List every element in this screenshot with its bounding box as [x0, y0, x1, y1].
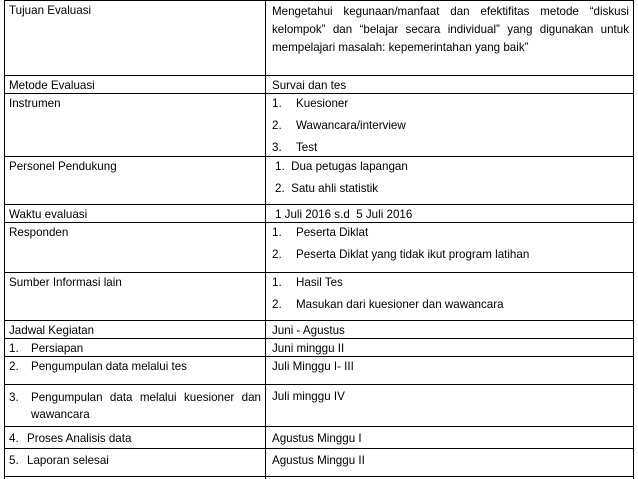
list-item: 2. Satu ahli statistik [275, 182, 379, 195]
row-value [266, 223, 634, 269]
table-row [4, 448, 634, 476]
row-value [266, 94, 634, 162]
table-row [4, 272, 634, 320]
list-item: 1. Hasil Tes [272, 276, 343, 289]
row-value: Juni - Agustus [272, 324, 345, 337]
row-value: Agustus Minggu I [272, 432, 362, 445]
row-label: Metode Evaluasi [9, 79, 95, 92]
row-label: 4. Proses Analisis data [9, 432, 132, 445]
table-bottom-border [4, 476, 634, 477]
table-row [4, 338, 634, 356]
list-item: 3. Test [272, 141, 318, 154]
row-label: Sumber Informasi lain [9, 276, 122, 289]
table-row [4, 75, 634, 93]
row-label: Jadwal Kegiatan [9, 324, 95, 337]
table-left-border [4, 0, 5, 479]
row-value: Juli Minggu I- III [272, 360, 354, 373]
list-item: 2. Masukan dari kuesioner dan wawancara [272, 298, 504, 311]
row-value: Mengetahui kegunaan/manfaat dan efektifitas metode “diskusi kelompok” dan “belajar secara individual” yang digunakan untuk mempelajari masalah: kepemerintahan yang baik” [272, 5, 629, 54]
list-item: 2. Wawancara/interview [272, 119, 406, 132]
row-value: Survai dan tes [272, 79, 347, 92]
row-label: Tujuan Evaluasi [9, 4, 92, 17]
table-row [4, 204, 634, 222]
row-label: 2. Pengumpulan data melalui tes [9, 360, 187, 373]
row-label: 3. Pengumpulan data melalui kuesioner dan wawancara [9, 391, 261, 421]
row-value: Juli minggu IV [272, 390, 345, 403]
list-item: 1. Kuesioner [272, 97, 349, 110]
row-label: Personel Pendukung [9, 160, 117, 173]
table-row [4, 156, 634, 204]
row-label: Waktu evaluasi [9, 208, 88, 221]
row-label: Instrumen [9, 97, 61, 110]
evaluation-plan-table [4, 0, 634, 479]
row-label: Responden [9, 226, 69, 239]
row-label: 1. Persiapan [9, 342, 84, 355]
table-row [4, 0, 634, 75]
row-value: 1 Juli 2016 s.d 5 Juli 2016 [275, 208, 413, 221]
list-item: 2. Peserta Diklat yang tidak ikut program latihan [272, 248, 530, 261]
table-row [4, 320, 634, 338]
table-row [4, 356, 634, 384]
table-row [4, 426, 634, 448]
row-label: 5. Laporan selesai [9, 454, 109, 467]
row-value [266, 273, 634, 319]
list-item: 1. Dua petugas lapangan [275, 160, 408, 173]
table-row [4, 93, 634, 156]
column-divider [265, 0, 266, 479]
table-row [4, 222, 634, 272]
table-row [4, 384, 634, 426]
row-value [266, 157, 634, 203]
list-item: 1. Peserta Diklat [272, 226, 369, 239]
row-value: Agustus Minggu II [272, 454, 365, 467]
row-value: Juni minggu II [272, 342, 345, 355]
table-right-border [633, 0, 634, 479]
